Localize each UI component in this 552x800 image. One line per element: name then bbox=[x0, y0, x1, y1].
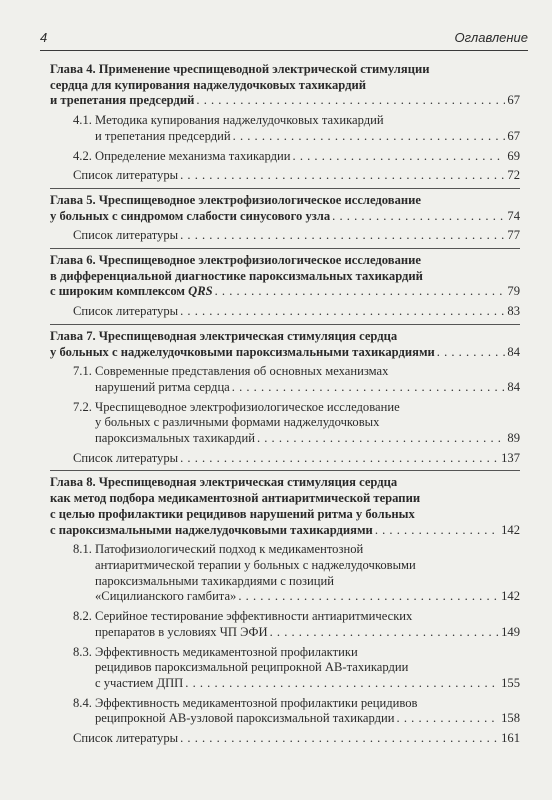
entry-line: 8.4. Эффективность медикаментозной профилактики рецидивов bbox=[73, 695, 418, 710]
entry-last-line bbox=[50, 284, 520, 300]
entry-line: пароксизмальными тахикардиями с позиций bbox=[95, 573, 334, 588]
chapter-title bbox=[50, 193, 520, 224]
chapter-title bbox=[50, 253, 520, 300]
entry-last-line bbox=[50, 523, 520, 539]
section-title: Оглавление bbox=[454, 30, 528, 45]
entry-last-line bbox=[50, 209, 520, 225]
page-ref: 67 bbox=[507, 128, 520, 143]
subsection-item bbox=[73, 609, 520, 640]
dot-leader bbox=[232, 380, 506, 396]
entry-last-line bbox=[73, 168, 520, 184]
entry-text: Список литературы bbox=[73, 304, 179, 319]
entry-last-line bbox=[73, 431, 520, 447]
page-ref: 158 bbox=[501, 711, 520, 726]
entry-text: пароксизмальных тахикардий bbox=[95, 431, 255, 446]
dot-leader bbox=[257, 431, 505, 447]
page-ref: 137 bbox=[501, 450, 520, 465]
entry-line: 7.2. Чреспищеводное электрофизиологическое исследование bbox=[73, 399, 400, 414]
entry-last-line bbox=[73, 589, 520, 605]
entry-line: рецидивов пароксизмальной реципрокной АВ-тахикардии bbox=[95, 660, 409, 675]
subsection-item bbox=[73, 400, 520, 447]
chapter-block bbox=[50, 470, 520, 746]
entry-line: Глава 4. Применение чреспищеводной электрической стимуляции bbox=[50, 62, 430, 76]
page-ref: 83 bbox=[507, 304, 520, 319]
page-number: 4 bbox=[40, 30, 48, 45]
subsection-item bbox=[73, 645, 520, 692]
references-item bbox=[73, 228, 520, 244]
subsection-item bbox=[73, 113, 520, 144]
references-item bbox=[73, 168, 520, 184]
entry-line: Глава 5. Чреспищеводное электрофизиологическое исследование bbox=[50, 192, 421, 207]
chapter-title bbox=[50, 475, 520, 538]
entry-text: нарушений ритма сердца bbox=[95, 379, 230, 394]
entry-line: 8.1. Патофизиологический подход к медикаментозной bbox=[73, 542, 364, 557]
dot-leader bbox=[180, 731, 499, 747]
entry-line: Глава 7. Чреспищеводная электрическая стимуляция сердца bbox=[50, 328, 398, 343]
page-ref: 142 bbox=[501, 589, 520, 604]
entry-last-line bbox=[73, 711, 520, 727]
entry-last-line bbox=[73, 149, 520, 165]
page-ref: 67 bbox=[507, 93, 520, 108]
subsection-item bbox=[73, 542, 520, 605]
dot-leader bbox=[270, 625, 500, 641]
dot-leader bbox=[293, 149, 506, 165]
entry-text: у больных с наджелудочковыми пароксизмальными тахикардиями bbox=[50, 344, 435, 359]
page-ref: 84 bbox=[507, 344, 520, 359]
dot-leader bbox=[196, 93, 505, 109]
subsection-item bbox=[73, 149, 520, 165]
dot-leader bbox=[375, 523, 499, 539]
dot-leader bbox=[180, 228, 505, 244]
running-header bbox=[40, 28, 528, 51]
dot-leader bbox=[180, 304, 505, 320]
entry-line: с целью профилактики рецидивов нарушений ритма у больных bbox=[50, 506, 415, 521]
table-of-contents bbox=[50, 62, 520, 747]
entry-text: Список литературы bbox=[73, 450, 179, 465]
entry-last-line bbox=[73, 228, 520, 244]
entry-text: у больных с синдромом слабости синусового узла bbox=[50, 208, 331, 223]
dot-leader bbox=[180, 168, 505, 184]
dot-leader bbox=[185, 676, 499, 692]
entry-text: с участием ДПП bbox=[95, 675, 184, 690]
chapter-block bbox=[50, 248, 520, 320]
page-ref: 72 bbox=[507, 168, 520, 183]
references-item bbox=[73, 451, 520, 467]
dot-leader bbox=[180, 451, 499, 467]
entry-line: 8.3. Эффективность медикаментозной профилактики bbox=[73, 644, 358, 659]
dot-leader bbox=[437, 345, 506, 361]
page-ref: 142 bbox=[501, 522, 520, 537]
subsection-item bbox=[73, 364, 520, 395]
page-ref: 89 bbox=[507, 431, 520, 446]
entry-last-line bbox=[50, 93, 520, 109]
entry-last-line bbox=[73, 380, 520, 396]
dot-leader bbox=[233, 129, 506, 145]
entry-last-line bbox=[73, 731, 520, 747]
page-ref: 74 bbox=[507, 208, 520, 223]
page-ref: 161 bbox=[501, 731, 520, 746]
references-item bbox=[73, 731, 520, 747]
page-ref: 79 bbox=[507, 284, 520, 299]
dot-leader bbox=[332, 209, 505, 225]
entry-text: и трепетания предсердий bbox=[95, 128, 231, 143]
page-ref: 155 bbox=[501, 675, 520, 690]
entry-line: 4.1. Методика купирования наджелудочковых тахикардий bbox=[73, 113, 384, 128]
page-ref: 149 bbox=[501, 624, 520, 639]
entry-text: препаратов в условиях ЧП ЭФИ bbox=[95, 624, 268, 639]
chapter-block bbox=[50, 62, 520, 184]
entry-line: 7.1. Современные представления об основных механизмах bbox=[73, 364, 389, 379]
entry-last-line bbox=[73, 676, 520, 692]
entry-line: как метод подбора медикаментозной антиаритмической терапии bbox=[50, 491, 421, 506]
dot-leader bbox=[397, 711, 500, 727]
qrs-abbrev: QRS bbox=[188, 284, 213, 299]
entry-text: Список литературы bbox=[73, 228, 179, 243]
entry-text: с широким комплексом QRS bbox=[50, 284, 213, 299]
entry-text: Список литературы bbox=[73, 731, 179, 746]
chapter-title bbox=[50, 329, 520, 360]
page-ref: 69 bbox=[507, 148, 520, 163]
page-ref: 84 bbox=[507, 379, 520, 394]
entry-last-line bbox=[73, 129, 520, 145]
entry-last-line bbox=[73, 625, 520, 641]
entry-line: Глава 8. Чреспищеводная электрическая стимуляция сердца bbox=[50, 475, 398, 490]
references-item bbox=[73, 304, 520, 320]
entry-line: Глава 6. Чреспищеводное электрофизиологическое исследование bbox=[50, 253, 421, 268]
chapter-block bbox=[50, 324, 520, 467]
entry-text: Список литературы bbox=[73, 168, 179, 183]
entry-last-line bbox=[50, 345, 520, 361]
entry-last-line bbox=[73, 451, 520, 467]
subsection-item bbox=[73, 696, 520, 727]
entry-text: и трепетания предсердий bbox=[50, 93, 195, 108]
entry-line: антиаритмической терапии у больных с наджелудочковыми bbox=[95, 557, 416, 572]
entry-line: у больных с различными формами наджелудочковых bbox=[95, 415, 380, 430]
entry-last-line bbox=[73, 304, 520, 320]
dot-leader bbox=[238, 589, 499, 605]
entry-line: 8.2. Серийное тестирование эффективности антиаритмических bbox=[73, 609, 413, 624]
chapter-title bbox=[50, 62, 520, 109]
entry-line: сердца для купирования наджелудочковых тахикардий bbox=[50, 77, 367, 92]
entry-text: реципрокной АВ-узловой пароксизмальной тахикардии bbox=[95, 711, 395, 726]
entry-text: «Сицилианского гамбита» bbox=[95, 589, 237, 604]
dot-leader bbox=[215, 284, 506, 300]
entry-text: 4.2. Определение механизма тахикардии bbox=[73, 148, 291, 163]
entry-line: в дифференциальной диагностике пароксизмальных тахикардий bbox=[50, 268, 423, 283]
entry-text: с пароксизмальными наджелудочковыми тахикардиями bbox=[50, 522, 373, 537]
chapter-block bbox=[50, 188, 520, 244]
page-ref: 77 bbox=[507, 228, 520, 243]
